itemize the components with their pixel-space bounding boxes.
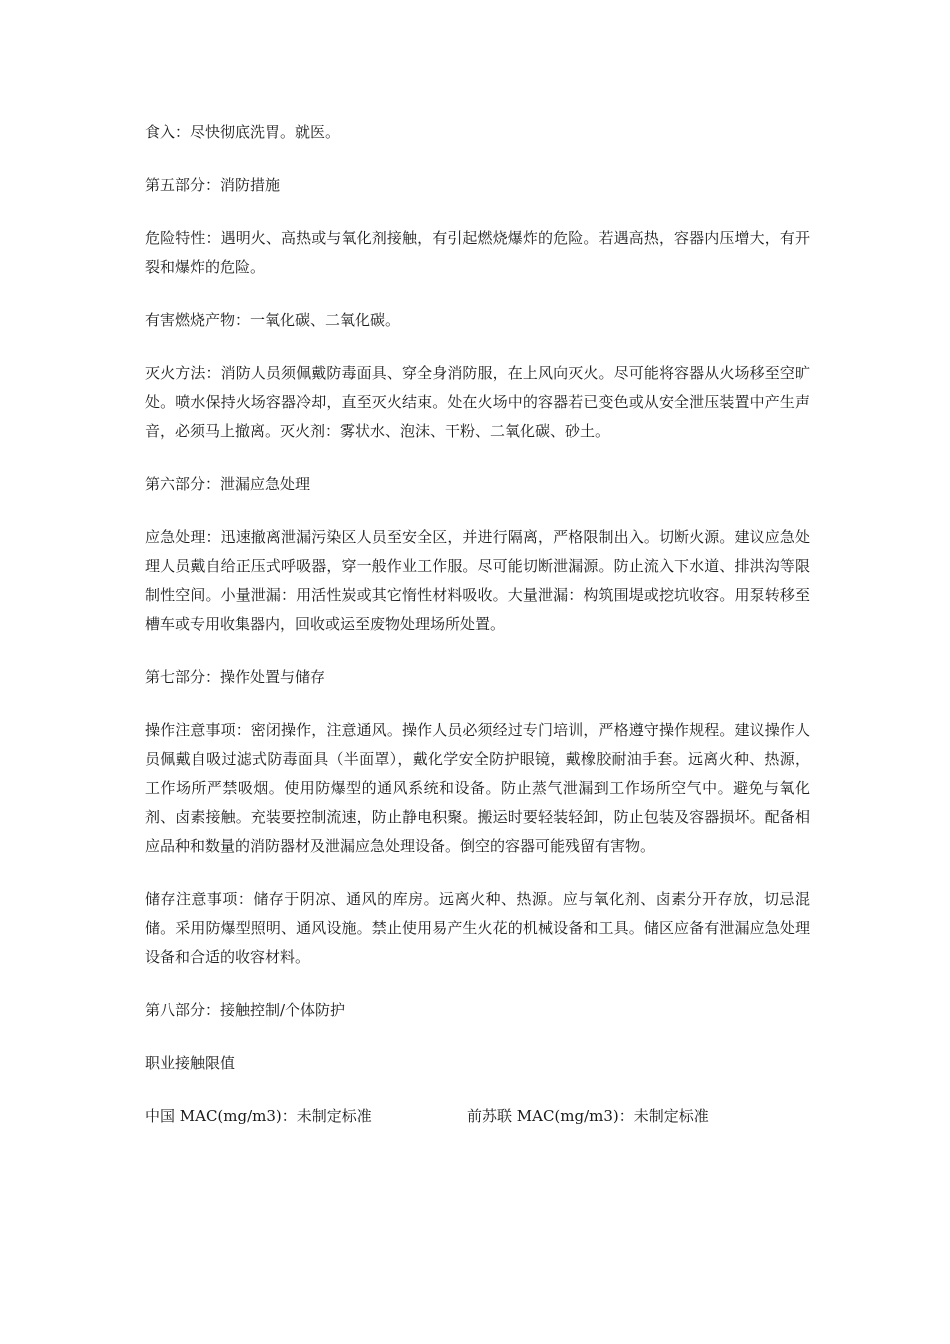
document-page xyxy=(145,118,810,1131)
mac-row xyxy=(145,1102,810,1131)
section-8-heading: 第八部分：接触控制/个体防护 xyxy=(145,1001,346,1019)
mac-ussr: 前苏联 MAC(mg/m3)：未制定标准 xyxy=(467,1107,709,1125)
storage-paragraph: 储存注意事项：储存于阴凉、通风的库房。远离火种、热源。应与氧化剂、卤素分开存放，切忌混储。采用防爆型照明、通风设施。禁止使用易产生火花的机械设备和工具。储区应备有泄漏应急处理设备和合适的收容材料。 xyxy=(145,890,810,966)
hazard-paragraph: 危险特性：遇明火、高热或与氧化剂接触，有引起燃烧爆炸的危险。若遇高热，容器内压增大，有开裂和爆炸的危险。 xyxy=(145,229,810,276)
combustion-products-paragraph: 有害燃烧产物：一氧化碳、二氧化碳。 xyxy=(145,311,401,329)
ingestion-paragraph: 食入：尽快彻底洗胃。就医。 xyxy=(145,123,341,141)
exposure-limits-label: 职业接触限值 xyxy=(145,1054,236,1072)
handling-paragraph: 操作注意事项：密闭操作，注意通风。操作人员必须经过专门培训，严格遵守操作规程。建议操作人员佩戴自吸过滤式防毒面具（半面罩），戴化学安全防护眼镜，戴橡胶耐油手套。远离火种、热源，工作场所严禁吸烟。使用防爆型的通风系统和设备。防止蒸气泄漏到工作场所空气中。避免与氧化剂、卤素接触。充装要控制流速，防止静电积聚。搬运时要轻装轻卸，防止包装及容器损坏。配备相应品种和数量的消防器材及泄漏应急处理设备。倒空的容器可能残留有害物。 xyxy=(145,721,810,855)
section-5-heading: 第五部分：消防措施 xyxy=(145,176,281,194)
extinguishing-paragraph: 灭火方法：消防人员须佩戴防毒面具、穿全身消防服，在上风向灭火。尽可能将容器从火场移至空旷处。喷水保持火场容器冷却，直至灭火结束。处在火场中的容器若已变色或从安全泄压装置中产生声音，必须马上撤离。灭火剂：雾状水、泡沫、干粉、二氧化碳、砂土。 xyxy=(145,364,810,440)
section-6-heading: 第六部分：泄漏应急处理 xyxy=(145,475,311,493)
mac-china: 中国 MAC(mg/m3)：未制定标准 xyxy=(145,1107,372,1125)
emergency-paragraph: 应急处理：迅速撤离泄漏污染区人员至安全区，并进行隔离，严格限制出入。切断火源。建议应急处理人员戴自给正压式呼吸器，穿一般作业工作服。尽可能切断泄漏源。防止流入下水道、排洪沟等限制性空间。小量泄漏：用活性炭或其它惰性材料吸收。大量泄漏：构筑围堤或挖坑收容。用泵转移至槽车或专用收集器内，回收或运至废物处理场所处置。 xyxy=(145,528,810,633)
section-7-heading: 第七部分：操作处置与储存 xyxy=(145,668,326,686)
